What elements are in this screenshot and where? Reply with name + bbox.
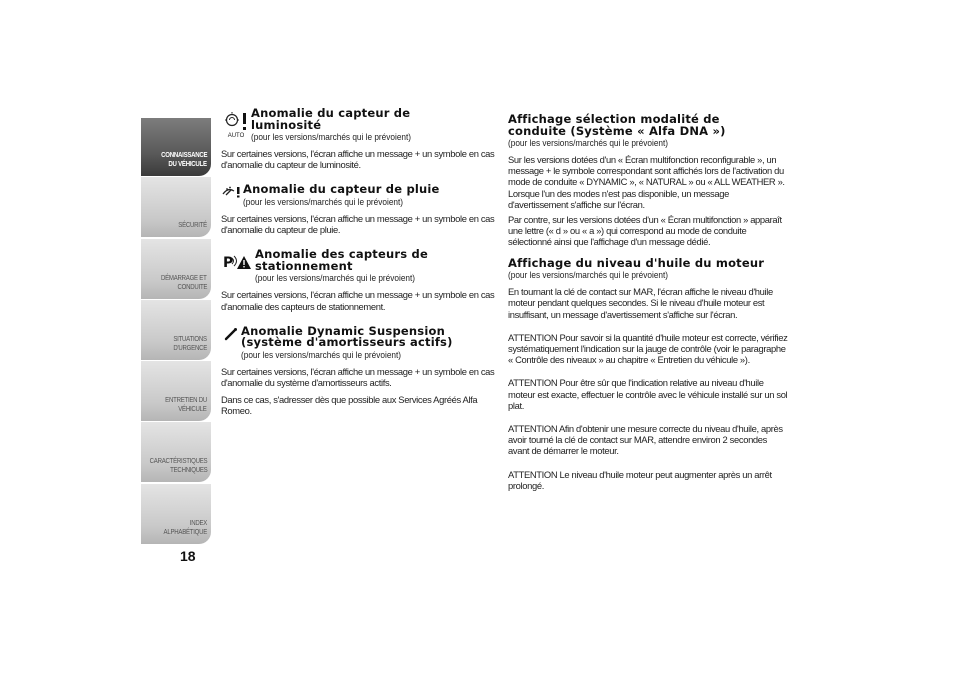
tab-caracteristiques-techniques[interactable] [141,422,211,482]
title-line1: Anomalie Dynamic Suspension [241,323,445,338]
section-title: Affichage du niveau d'huile du moteur [508,255,765,270]
availability-note: (pour les versions/marchés qui le prévoient) [255,272,416,284]
tab-label-line1: CARACTÉRISTIQUES [149,456,207,466]
section-body: Sur certaines versions, l'écran affiche un message + un symbole en cas d'anomalie du capteur de pluie. [221,212,495,236]
parking-sensor-warning-icon [221,249,255,275]
attention-note: ATTENTION Pour être sûr que l'indication relative au niveau d'huile moteur est exacte, effectuer le contrôle avec le véhicule installé sur un sol plat. [508,377,788,411]
attention-note: ATTENTION Pour savoir si la quantité d'huile moteur est correcte, vérifiez systématiquement l'indication sur la jauge de contrôle (voir le paragraphe « Contrôle des niveaux » au chapitre « Entretien du véhicule »). [508,331,788,366]
tab-label-line1: CONNAISSANCE [160,150,207,159]
availability-note: (pour les versions/marchés qui le prévoient) [508,137,669,148]
section-body: Sur certaines versions, l'écran affiche un message + un symbole en cas d'anomalie du capteur de luminosité. [221,148,495,171]
availability-note: (pour les versions/marchés qui le prévoient) [251,131,412,142]
section-body: Dans ce cas, s'adresser dès que possible aux Services Agréés Alfa Romeo. [221,394,478,417]
availability-note: (pour les versions/marchés qui le prévoient) [241,348,402,360]
rain-sensor-warning-icon [221,184,243,200]
title-line2: luminosité [251,117,322,132]
section-body: Sur les versions dotées d'un « Écran multifonction reconfigurable », un message + le symbole correspondant sont affichés lors de l'activation du mode de conduite « DYNAMIC », « NATURAL » ou « ALL WEATHER ». Lorsque l'un des modes n'est pas disponible, un message d'avertissement s'affiche sur l'écran. [508,154,785,210]
page-number: 18 [180,548,196,564]
tab-label-line1: SITUATIONS [173,333,207,343]
tab-label-line2: SÉCURITÉ [178,220,207,230]
section-dna-mode [508,114,790,248]
tab-label-line2: DU VÉHICULE [168,159,207,168]
section-title: Anomalie du capteur de pluie [243,182,440,197]
suspension-warning-icon [221,326,241,342]
title-line1: Affichage sélection modalité de [508,112,720,126]
tab-label-line2: ALPHABÉTIQUE [163,526,207,536]
title-line2: conduite (Système « Alfa DNA ») [508,123,726,138]
tab-securite[interactable] [141,177,211,237]
auto-label: AUTO [227,132,245,139]
tab-label-line2: VÉHICULE [178,404,207,414]
availability-note: (pour les versions/marchés qui le prévoient) [243,195,404,207]
section-light-sensor [221,108,503,170]
title-line2: (système d'amortisseurs actifs) [241,335,453,350]
title-line2: stationnement [255,258,353,273]
tab-label-line1: ENTRETIEN DU [165,395,207,405]
attention-note: ATTENTION Le niveau d'huile moteur peut augmenter après un arrêt prolongé. [508,468,772,491]
tab-entretien-vehicule[interactable] [141,361,211,421]
section-body: Par contre, sur les versions dotées d'un « Écran multifonction » apparaît une lettre (« d » ou « a ») qui correspond au mode de conduite sélectionné ainsi que l'affichage d'un message dédié. [508,214,782,248]
tab-label-line2: CONDUITE [177,281,207,291]
tab-index-alphabetique[interactable] [141,484,211,544]
chapter-tabs [141,118,211,545]
left-column [221,108,503,427]
svg-text:P: P [223,255,234,272]
tab-label-line1: DÉMARRAGE ET [161,272,207,282]
section-dynamic-suspension [221,323,503,417]
section-title [255,249,437,272]
tab-label-line2: D'URGENCE [173,342,207,352]
section-oil-level [508,255,790,491]
tab-demarrage-conduite[interactable] [141,239,211,299]
title-line1: Anomalie des capteurs de [255,247,428,262]
availability-note: (pour les versions/marchés qui le prévoient) [508,269,669,281]
tab-connaissance-vehicule[interactable] [141,118,211,176]
section-rain-sensor [221,184,503,235]
section-title [251,108,433,131]
section-body: En tournant la clé de contact sur MAR, l'écran affiche le niveau d'huile moteur pendant quelques secondes. Si le niveau d'huile moteur est insuffisant, un message d'avertissement s'affiche sur l'écran. [508,286,773,320]
section-body: Sur certaines versions, l'écran affiche un message + un symbole en cas d'anomalie du système d'amortisseurs actifs. [221,365,495,388]
attention-note: ATTENTION Afin d'obtenir une mesure correcte du niveau d'huile, après avoir tourné la clé de contact sur MAR, attendre environ 2 secondes avant de démarrer le moteur. [508,422,783,457]
tab-situations-urgence[interactable] [141,300,211,360]
tab-label-line2: TECHNIQUES [169,465,207,475]
section-parking-sensors [221,249,503,311]
right-column [508,108,790,501]
tab-label-line1: INDEX [189,517,207,527]
light-sensor-warning-icon [221,108,251,142]
title-line1: Anomalie du capteur de [251,106,411,120]
section-title [508,114,790,137]
section-title [241,323,453,350]
section-body: Sur certaines versions, l'écran affiche un message + un symbole en cas d'anomalie des capteurs de stationnement. [221,289,495,312]
